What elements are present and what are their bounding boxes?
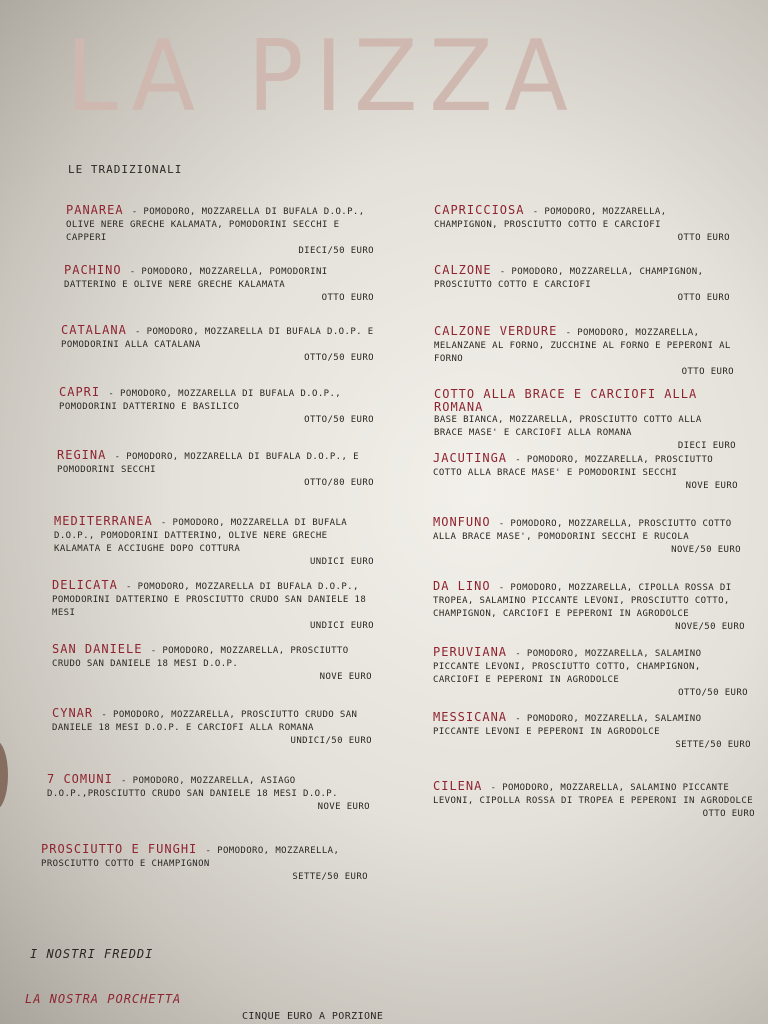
item-description: - POMODORO, MOZZARELLA, CHAMPIGNON, PROSCIUTTO COTTO E CARCIOFI xyxy=(434,267,704,290)
item-price: NOVE/50 EURO xyxy=(675,622,745,632)
item-price: NOVE EURO xyxy=(319,672,372,682)
item-price: DIECI EURO xyxy=(677,441,736,451)
item-description: - POMODORO, MOZZARELLA DI BUFALA D.O.P., E POMODORINI SECCHI xyxy=(57,452,359,475)
menu-item xyxy=(434,388,736,453)
item-description: - POMODORO, MOZZARELLA, PROSCIUTTO COTTO E CHAMPIGNON xyxy=(41,846,340,869)
edge-shadow xyxy=(0,740,8,810)
item-description: - POMODORO, MOZZARELLA, SALAMINO PICCANTE LEVONI, PROSCIUTTO COTTO, CHAMPIGNON, CARCIOFI E PEPERONI IN AGRODOLCE xyxy=(433,649,702,685)
menu-item xyxy=(52,643,372,684)
item-name: CILENA xyxy=(433,779,491,793)
item-price: OTTO/50 EURO xyxy=(678,688,748,698)
item-price: NOVE/50 EURO xyxy=(671,545,741,555)
menu-item xyxy=(47,773,370,814)
menu-item xyxy=(66,204,374,258)
menu-item xyxy=(52,579,374,633)
menu-item xyxy=(433,646,748,700)
item-name: CYNAR xyxy=(52,706,102,720)
item-name: CAPRI xyxy=(59,385,109,399)
menu-item xyxy=(61,324,374,365)
item-price: UNDICI/50 EURO xyxy=(290,736,372,746)
item-description: - POMODORO, MOZZARELLA, SALAMINO PICCANTE LEVONI, CIPOLLA ROSSA DI TROPEA E PEPERONI IN AGRODOLCE xyxy=(433,783,754,806)
item-description: - POMODORO, MOZZARELLA, PROSCIUTTO CRUDO SAN DANIELE 18 MESI D.O.P. xyxy=(52,646,349,669)
item-name: REGINA xyxy=(57,448,115,462)
item-price: OTTO EURO xyxy=(677,293,730,303)
item-name: PROSCIUTTO E FUNGHI xyxy=(41,842,206,856)
item-name: PANAREA xyxy=(66,203,132,217)
item-description: - POMODORO, MOZZARELLA, SALAMINO PICCANTE LEVONI E PEPERONI IN AGRODOLCE xyxy=(433,714,702,737)
item-name: 7 COMUNI xyxy=(47,772,122,786)
item-price: UNDICI EURO xyxy=(309,557,374,567)
menu-item xyxy=(434,204,730,245)
item-description: - POMODORO, MOZZARELLA, CHAMPIGNON, PROSCIUTTO COTTO E CARCIOFI xyxy=(434,207,667,230)
item-description: - POMODORO, MOZZARELLA, PROSCIUTTO COTTO ALLA BRACE MASE', POMODORINI SECCHI E RUCOLA xyxy=(433,519,732,542)
item-name: CALZONE VERDURE xyxy=(434,324,566,338)
section-heading-freddi: I NOSTRI FREDDI xyxy=(30,947,154,961)
item-name: DA LINO xyxy=(433,579,499,593)
item-name: JACUTINGA xyxy=(433,451,516,465)
menu-item xyxy=(57,449,374,490)
menu-item xyxy=(433,780,755,821)
menu-item xyxy=(64,264,374,305)
menu-item xyxy=(59,386,374,427)
item-description: - POMODORO, MOZZARELLA DI BUFALA D.O.P. E POMODORINI ALLA CATALANA xyxy=(61,327,374,350)
item-name: CALZONE xyxy=(434,263,500,277)
item-price: SETTE/50 EURO xyxy=(292,872,368,882)
menu-item xyxy=(41,843,368,884)
item-description: - POMODORO, MOZZARELLA, PROSCIUTTO CRUDO SAN DANIELE 18 MESI D.O.P. E CARCIOFI ALLA ROMANA xyxy=(52,710,358,733)
item-name: COTTO ALLA BRACE E CARCIOFI ALLA ROMANA xyxy=(434,387,698,414)
item-name: MONFUNO xyxy=(433,515,499,529)
item-name: MEDITERRANEA xyxy=(54,514,161,528)
item-name: CATALANA xyxy=(61,323,136,337)
porchetta-price: CINQUE EURO A PORZIONE xyxy=(242,1011,384,1022)
menu-item xyxy=(54,515,374,569)
item-price: OTTO EURO xyxy=(321,293,374,303)
menu-item xyxy=(433,711,751,752)
item-description: - POMODORO, MOZZARELLA, CIPOLLA ROSSA DI TROPEA, SALAMINO PICCANTE LEVONI, PROSCIUTTO COTTO, CHAMPIGNON, CARCIOFI E PEPERONI IN AGRODOLCE xyxy=(433,583,732,619)
item-price: NOVE EURO xyxy=(317,802,370,812)
item-description: - POMODORO, MOZZARELLA DI BUFALA D.O.P., POMODORINI DATTERINO E PROSCIUTTO CRUDO SAN DANIELE 18 MESI xyxy=(52,582,367,618)
item-price: OTTO EURO xyxy=(681,367,734,377)
menu-item xyxy=(52,707,372,748)
item-price: OTTO/50 EURO xyxy=(304,353,374,363)
item-name: PERUVIANA xyxy=(433,645,516,659)
item-description: - POMODORO, MOZZARELLA, ASIAGO D.O.P.,PROSCIUTTO CRUDO SAN DANIELE 18 MESI D.O.P. xyxy=(47,776,338,799)
menu-item xyxy=(433,580,745,634)
section-heading-tradizionali: LE TRADIZIONALI xyxy=(68,163,183,176)
item-name: PACHINO xyxy=(64,263,130,277)
section-heading-porchetta: LA NOSTRA PORCHETTA xyxy=(25,992,182,1006)
menu-item xyxy=(434,325,734,379)
item-price: OTTO/50 EURO xyxy=(304,415,374,425)
page-title: LA PIZZA xyxy=(66,20,580,134)
menu-item xyxy=(434,264,730,305)
item-description: - POMODORO, MOZZARELLA DI BUFALA D.O.P., POMODORINI DATTERINO, OLIVE NERE GRECHE KALAMATA E ACCIUGHE DOPO COTTURA xyxy=(54,518,348,554)
item-name: DELICATA xyxy=(52,578,127,592)
item-name: SAN DANIELE xyxy=(52,642,151,656)
item-description: - POMODORO, MOZZARELLA DI BUFALA D.O.P., OLIVE NERE GRECHE KALAMATA, POMODORINI SECCHI E CAPPERI xyxy=(66,207,365,243)
item-name: MESSICANA xyxy=(433,710,516,724)
item-price: DIECI/50 EURO xyxy=(298,246,374,256)
item-price: NOVE EURO xyxy=(685,481,738,491)
item-description: - POMODORO, MOZZARELLA, MELANZANE AL FORNO, ZUCCHINE AL FORNO E PEPERONI AL FORNO xyxy=(434,328,731,364)
item-price: UNDICI EURO xyxy=(309,621,374,631)
menu-item xyxy=(433,452,738,493)
item-price: OTTO EURO xyxy=(702,809,755,819)
item-price: OTTO/80 EURO xyxy=(304,478,374,488)
item-description: - POMODORO, MOZZARELLA, POMODORINI DATTERINO E OLIVE NERE GRECHE KALAMATA xyxy=(64,267,328,290)
item-name: CAPRICCIOSA xyxy=(434,203,533,217)
item-price: SETTE/50 EURO xyxy=(675,740,751,750)
item-description: - POMODORO, MOZZARELLA DI BUFALA D.O.P., POMODORINI DATTERINO E BASILICO xyxy=(59,389,342,412)
item-description: - POMODORO, MOZZARELLA, PROSCIUTTO COTTO ALLA BRACE MASE' E POMODORINI SECCHI xyxy=(433,455,714,478)
item-price: OTTO EURO xyxy=(677,233,730,243)
item-description: BASE BIANCA, MOZZARELLA, PROSCIUTTO COTTO ALLA BRACE MASE' E CARCIOFI ALLA ROMANA xyxy=(434,415,702,438)
menu-item xyxy=(433,516,741,557)
